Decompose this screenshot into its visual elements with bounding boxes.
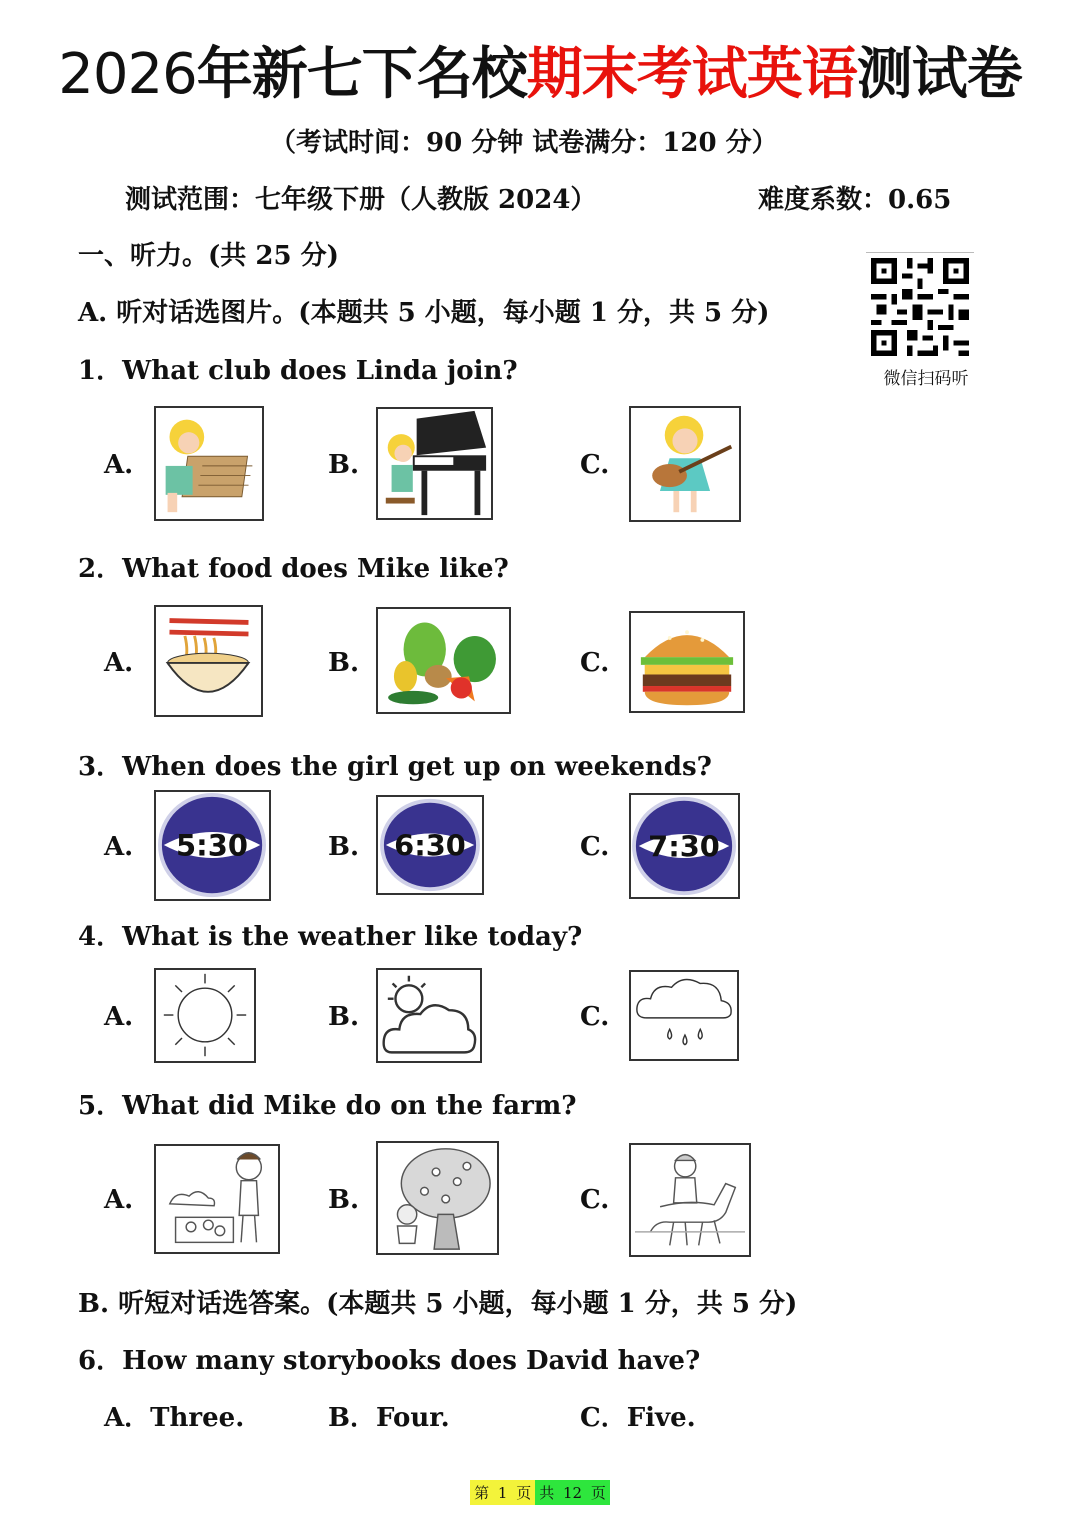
page-indicator: 第 1 页 [470, 1480, 535, 1505]
option-c-label[interactable]: C. [580, 832, 610, 862]
cloudy-icon[interactable] [376, 968, 482, 1063]
choice-a[interactable]: A．Three. [104, 1403, 245, 1433]
option-c-label[interactable]: C. [580, 1002, 610, 1032]
qr-code-icon[interactable] [866, 252, 974, 361]
feeding-chickens-image[interactable] [154, 1144, 280, 1254]
option-a-label[interactable]: A. [104, 1002, 134, 1032]
option-a-label[interactable]: A. [104, 1185, 134, 1215]
noodles-bowl-image[interactable] [154, 605, 263, 717]
total-pages: 共 12 页 [535, 1480, 610, 1505]
option-a-label[interactable]: A. [104, 450, 134, 480]
difficulty: 难度系数：0.65 [758, 185, 952, 215]
option-b-label[interactable]: B. [328, 1185, 360, 1215]
choice-c[interactable]: C．Five. [580, 1403, 696, 1433]
part-b-title: B. 听短对话选答案。(本题共 5 小题，每小题 1 分，共 5 分) [78, 1289, 798, 1319]
clock-image-c[interactable] [629, 793, 740, 899]
vegetables-image[interactable] [376, 607, 511, 714]
hamburger-image[interactable] [629, 611, 745, 713]
option-b-label[interactable]: B. [328, 450, 360, 480]
option-a-label[interactable]: A. [104, 648, 134, 678]
clock-time-label: 6:30 [394, 828, 466, 863]
girl-playing-guitar-image[interactable] [629, 406, 741, 522]
rain-icon[interactable] [629, 970, 739, 1061]
question-4: 4．What is the weather like today? [78, 922, 583, 952]
option-b-label[interactable]: B. [328, 832, 360, 862]
option-b-label[interactable]: B. [328, 648, 360, 678]
question-1: 1．What club does Linda join? [78, 356, 518, 386]
option-a-label[interactable]: A. [104, 832, 134, 862]
exam-info: （考试时间：90 分钟 试卷满分：120 分） [270, 128, 778, 158]
page-footer [0, 1480, 1080, 1505]
clock-time-label: 5:30 [176, 828, 248, 863]
section-title: 一、听力。(共 25 分) [78, 241, 339, 271]
picking-apples-image[interactable] [376, 1141, 499, 1255]
option-c-label[interactable]: C. [580, 1185, 610, 1215]
choice-b[interactable]: B．Four. [328, 1403, 450, 1433]
option-c-label[interactable]: C. [580, 648, 610, 678]
girl-playing-piano-image[interactable] [376, 407, 493, 520]
exam-scope: 测试范围：七年级下册（人教版 2024） [125, 185, 597, 215]
riding-horse-image[interactable] [629, 1143, 751, 1257]
option-c-label[interactable]: C. [580, 450, 610, 480]
question-2: 2．What food does Mike like? [78, 554, 509, 584]
clock-image-a[interactable] [154, 790, 271, 901]
option-b-label[interactable]: B. [328, 1002, 360, 1032]
sun-icon[interactable] [154, 968, 256, 1063]
page-title: 2026年新七下名校期末考试英语测试卷 [58, 42, 1022, 107]
question-3: 3．When does the girl get up on weekends? [78, 752, 712, 782]
question-5: 5．What did Mike do on the farm? [78, 1091, 577, 1121]
clock-time-label: 7:30 [648, 829, 720, 864]
clock-image-b[interactable] [376, 795, 484, 895]
qr-caption: 微信扫码听 [883, 369, 969, 389]
part-a-title: A. 听对话选图片。(本题共 5 小题，每小题 1 分，共 5 分) [78, 298, 770, 328]
question-6: 6．How many storybooks does David have? [78, 1346, 701, 1376]
girl-playing-chess-image[interactable] [154, 406, 264, 521]
